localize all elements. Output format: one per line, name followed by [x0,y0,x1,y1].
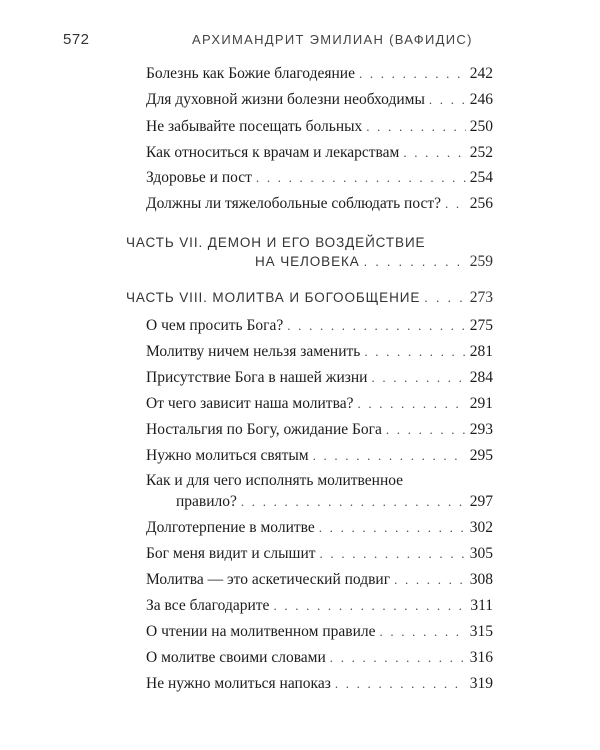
dot-leader [429,90,466,110]
dot-leader [386,420,466,440]
dot-leader [335,674,466,694]
toc-entry[interactable] [146,64,493,84]
page-number: 572 [63,31,90,48]
toc-entry[interactable] [146,143,493,163]
toc-entry-title: Не нужно молиться напоказ [146,675,331,692]
dot-leader [313,446,466,466]
dot-leader [424,288,466,308]
toc-entry-title: За все благодарите [146,597,270,614]
dot-leader [366,117,465,137]
dot-leader [403,143,465,163]
dot-leader [256,168,466,188]
part-heading-page: 259 [469,253,493,270]
toc-entry[interactable] [146,674,493,694]
toc-entry-title-line[interactable]: Как и для чего исполнять молитвенное [146,472,404,489]
toc-entry-title: Здоровье и пост [146,169,252,186]
toc-entry-title: Как относиться к врачам и лекарствам [146,144,400,161]
toc-entry-page: 256 [469,195,493,212]
toc-entry-title: О чем просить Бога? [146,317,284,334]
toc-entry-page: 315 [469,623,493,640]
toc-entry[interactable] [146,342,493,362]
toc-entry-page: 281 [469,343,493,360]
toc-entry-title: Должны ли тяжелобольные соблюдать пост? [146,195,442,212]
toc-entry-title: О чтении на молитвенном правиле [146,623,376,640]
toc-entry[interactable] [146,117,493,137]
toc-entry-page: 254 [469,169,493,186]
toc-entry-page: 302 [469,519,493,536]
dot-leader [445,194,466,214]
part-heading[interactable] [255,252,493,272]
dot-leader [379,622,465,642]
toc-entry-title: Ностальгия по Богу, ожидание Бога [146,421,382,438]
dot-leader [359,64,466,84]
dot-leader [287,316,465,336]
dot-leader [394,570,466,590]
toc-entry-page: 295 [469,447,493,464]
toc-entry[interactable] [146,316,493,336]
running-head: АРХИМАНДРИТ ЭМИЛИАН (ВАФИДИС) [192,32,473,47]
toc-entry-title: Долготерпение в молитве [146,519,315,536]
part-heading-title: НА ЧЕЛОВЕКА [255,254,360,269]
toc-entry[interactable] [146,90,493,110]
toc-entry-page: 246 [469,91,493,108]
dot-leader [241,492,466,512]
toc-entry-title: Молитву ничем нельзя заменить [146,343,361,360]
toc-entry-page: 291 [469,395,493,412]
toc-entry[interactable] [146,420,493,440]
toc-entry[interactable] [176,492,493,512]
part-heading-page: 273 [469,289,493,306]
toc-entry-title: Молитва — это аскетический подвиг [146,571,391,588]
part-heading-title: ЧАСТЬ VIII. МОЛИТВА И БОГООБЩЕНИЕ [126,290,421,305]
toc-entry-page: 297 [469,493,493,510]
part-heading-line[interactable]: ЧАСТЬ VII. ДЕМОН И ЕГО ВОЗДЕЙСТВИЕ [126,235,426,250]
toc-entry[interactable] [146,194,493,214]
toc-entry[interactable] [146,596,493,616]
toc-entry-title: Болезнь как Божие благодеяние [146,65,355,82]
toc-entry-title: Нужно молиться святым [146,447,309,464]
dot-leader [357,394,465,414]
toc-entry[interactable] [146,570,493,590]
toc-entry-page: 275 [469,317,493,334]
toc-entry[interactable] [146,394,493,414]
toc-entry-title: Присутствие Бога в нашей жизни [146,369,368,386]
toc-entry[interactable] [146,648,493,668]
toc-entry-page: 305 [469,545,493,562]
toc-entry[interactable] [146,168,493,188]
toc-entry[interactable] [146,622,493,642]
toc-entry-page: 252 [469,144,493,161]
toc-entry-title: От чего зависит наша молитва? [146,395,354,412]
toc-entry-title: правило? [176,493,237,510]
toc-entry-title: О молитве своими словами [146,649,326,666]
toc-entry[interactable] [146,544,493,564]
toc-entry[interactable] [146,446,493,466]
toc-entry-page: 316 [469,649,493,666]
dot-leader [371,368,465,388]
part-heading[interactable] [126,288,493,308]
dot-leader [320,544,466,564]
toc-entry-title: Не забывайте посещать больных [146,118,363,135]
toc-entry-title: Бог меня видит и слышит [146,545,316,562]
toc-entry[interactable] [146,368,493,388]
dot-leader [330,648,466,668]
toc-entry-page: 311 [470,597,493,614]
dot-leader [364,342,465,362]
toc-entry-page: 242 [469,65,493,82]
dot-leader [364,252,466,272]
toc-entry-page: 308 [469,571,493,588]
toc-entry[interactable] [146,518,493,538]
page-header [0,31,600,51]
toc-entry-page: 293 [469,421,493,438]
toc-entry-page: 250 [469,118,493,135]
dot-leader [273,596,466,616]
dot-leader [319,518,466,538]
toc-entry-page: 319 [469,675,493,692]
toc-entry-title: Для духовной жизни болезни необходимы [146,91,425,108]
toc-entry-page: 284 [469,369,493,386]
